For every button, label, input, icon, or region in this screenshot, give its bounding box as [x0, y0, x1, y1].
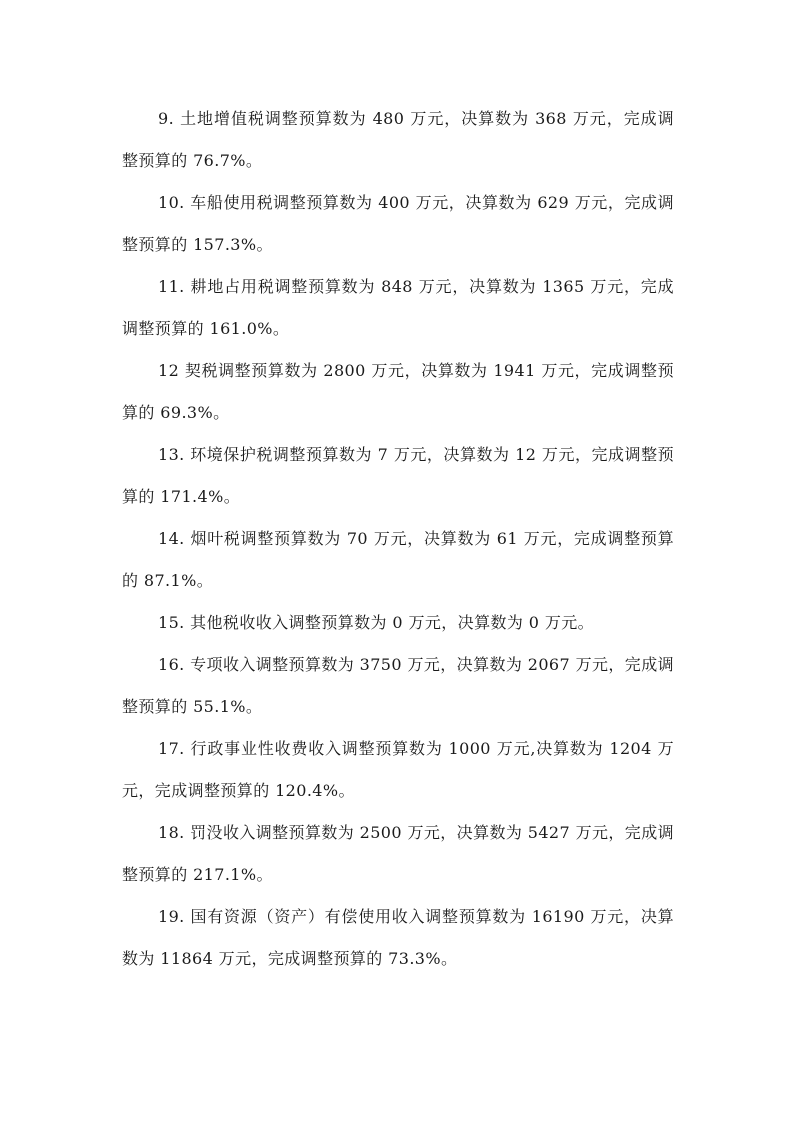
paragraph-fines-confiscation: 18. 罚没收入调整预算数为 2500 万元，决算数为 5427 万元，完成调整预算的 217.1%。: [122, 823, 674, 884]
paragraph-other-tax-revenue: 15. 其他税收收入调整预算数为 0 万元，决算数为 0 万元。: [158, 613, 595, 632]
paragraph-special-revenue: 16. 专项收入调整预算数为 3750 万元，决算数为 2067 万元，完成调整预算的 55.1%。: [122, 655, 674, 716]
document-body: [122, 98, 674, 980]
paragraph-farmland-occupation-tax: 11. 耕地占用税调整预算数为 848 万元，决算数为 1365 万元，完成调整预算的 161.0%。: [122, 277, 674, 338]
paragraph-land-value-added-tax: 9. 土地增值税调整预算数为 480 万元，决算数为 368 万元，完成调整预算的 76.7%。: [122, 109, 674, 170]
paragraph-administrative-fees: 17. 行政事业性收费收入调整预算数为 1000 万元,决算数为 1204 万元，完成调整预算的 120.4%。: [122, 739, 674, 800]
paragraph-environmental-protection-tax: 13. 环境保护税调整预算数为 7 万元，决算数为 12 万元，完成调整预算的 171.4%。: [122, 445, 674, 506]
paragraph-tobacco-leaf-tax: 14. 烟叶税调整预算数为 70 万元，决算数为 61 万元，完成调整预算的 87.1%。: [122, 529, 674, 590]
paragraph-state-resources-revenue: 19. 国有资源（资产）有偿使用收入调整预算数为 16190 万元，决算数为 11864 万元，完成调整预算的 73.3%。: [122, 907, 674, 968]
paragraph-deed-tax: 12 契税调整预算数为 2800 万元，决算数为 1941 万元，完成调整预算的 69.3%。: [122, 361, 674, 422]
paragraph-vehicle-vessel-tax: 10. 车船使用税调整预算数为 400 万元，决算数为 629 万元，完成调整预算的 157.3%。: [122, 193, 674, 254]
